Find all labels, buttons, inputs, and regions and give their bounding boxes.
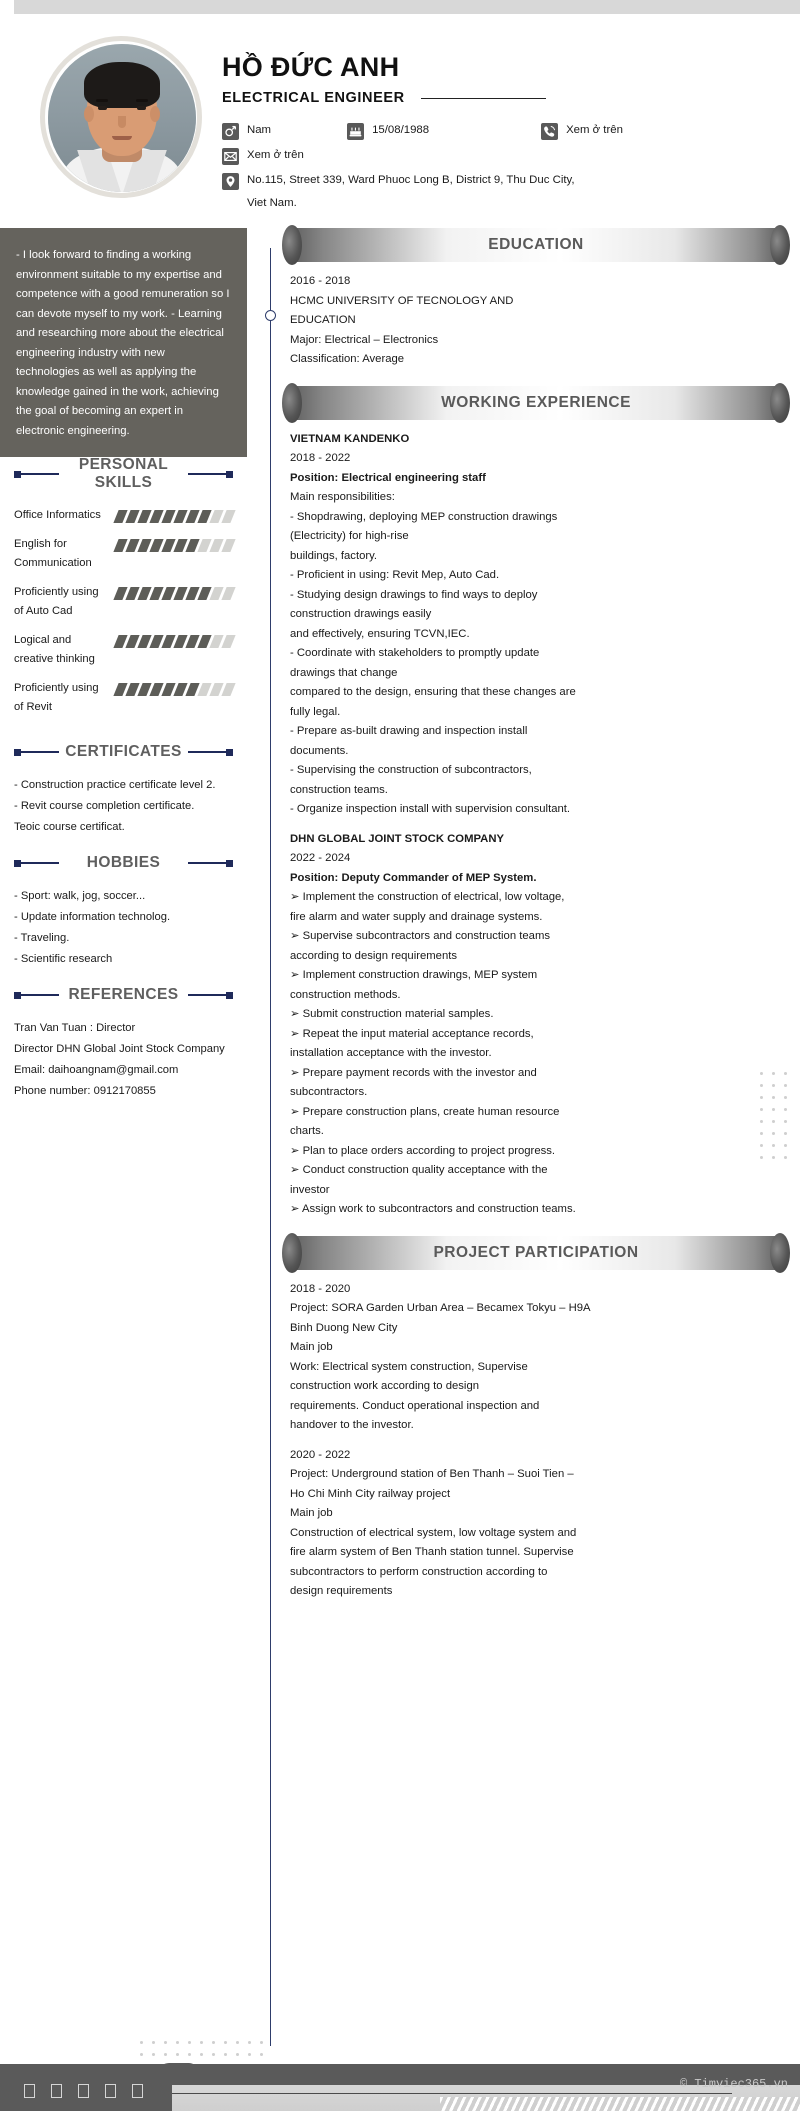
decorative-dots-right: [760, 1072, 796, 1168]
project-line: subcontractors to perform construction according to: [290, 1565, 548, 1578]
decorative-dot: [760, 1120, 763, 1123]
footer-square-icon: [132, 2084, 143, 2098]
section-header-project-participation: [288, 1236, 784, 1270]
experience-line: ➢ Supervise subcontractors and construction teams: [290, 930, 551, 942]
experience-line: (Electricity) for high-rise: [290, 530, 409, 542]
project-line: design requirements: [290, 1585, 393, 1597]
skill-label: Office Informatics: [14, 509, 101, 521]
references-list: [14, 1018, 233, 1102]
reference-item: Director DHN Global Joint Stock Company: [14, 1043, 225, 1055]
skill-bar-empty: [221, 587, 235, 600]
hobby-item: - Update information technolog.: [14, 911, 171, 923]
experience-position: Position: Deputy Commander of MEP System.: [290, 871, 537, 884]
envelope-icon: [222, 148, 239, 165]
top-bar-corner: [0, 0, 14, 14]
page-title: HỒ ĐỨC ANH: [222, 52, 400, 82]
education-body: [288, 272, 784, 386]
project-line: Work: Electrical system construction, Supervise: [290, 1360, 528, 1373]
decorative-dot: [248, 2041, 251, 2044]
decorative-dot: [784, 1084, 787, 1087]
hobby-item: - Scientific research: [14, 953, 113, 965]
experience-line: ➢ Repeat the input material acceptance records,: [290, 1027, 534, 1040]
job-title-row: [222, 90, 782, 106]
decorative-dot: [152, 2041, 155, 2044]
avatar: [40, 36, 202, 198]
footer-credit: © Timviec365.vn: [679, 2077, 788, 2091]
decorative-dot: [760, 1108, 763, 1111]
education-line: Major: Electrical – Electronics: [290, 333, 439, 346]
decorative-dot: [236, 2041, 239, 2044]
section-header-certificates: [14, 727, 233, 761]
section-title-hobbies: HOBBIES: [86, 854, 161, 871]
experience-line: fully legal.: [290, 705, 341, 718]
skills-list: [14, 506, 233, 717]
experience-line: - Proficient in using: Revit Mep, Auto Cad.: [290, 569, 500, 581]
project-period: 2020 - 2022: [290, 1448, 351, 1461]
decorative-dot: [772, 1096, 775, 1099]
contact-phone-value: Xem ở trên: [566, 124, 623, 136]
contact-block: [222, 122, 782, 197]
section-dash-left-icon: [14, 749, 59, 756]
experience-position: Position: Electrical engineering staff: [290, 471, 486, 484]
section-header-references: [14, 970, 233, 1004]
certificate-item: - Construction practice certificate level 2.: [14, 779, 216, 791]
section-title-project-participation: PROJECT PARTICIPATION: [433, 1243, 639, 1261]
section-dash-right-icon: [188, 749, 233, 756]
reference-item: Tran Van Tuan : Director: [14, 1022, 136, 1034]
experience-line: - Shopdrawing, deploying MEP construction drawings: [290, 510, 558, 523]
right-column: [288, 228, 784, 1618]
footer-square-icon: [78, 2084, 89, 2098]
project-line: Main job: [290, 1341, 333, 1353]
cv-footer: [0, 2047, 800, 2111]
experience-line: - Supervising the construction of subcontractors,: [290, 764, 532, 776]
decorative-dot: [772, 1132, 775, 1135]
education-line: EDUCATION: [290, 314, 356, 326]
decorative-dot: [772, 1156, 775, 1159]
skill-row: [14, 535, 233, 573]
skill-rating: [116, 631, 233, 648]
decorative-dot: [760, 1132, 763, 1135]
education-line: 2016 - 2018: [290, 275, 351, 287]
title-divider: [421, 98, 546, 99]
experience-period: 2018 - 2022: [290, 452, 351, 464]
experience-line: - Organize inspection install with supervision consultant.: [290, 803, 571, 815]
contact-row-2: [222, 147, 782, 165]
phone-icon: [541, 123, 558, 140]
cake-icon: [347, 123, 364, 140]
experience-line: ➢ Prepare payment records with the investor and: [290, 1066, 537, 1079]
hobby-item: - Sport: walk, jog, soccer...: [14, 890, 146, 902]
decorative-dot: [772, 1108, 775, 1111]
contact-row-1: [222, 122, 782, 140]
skill-rating: [116, 679, 233, 696]
project-line: construction work according to design: [290, 1380, 480, 1392]
experience-line: drawings that change: [290, 666, 398, 679]
section-header-personal-skills: [14, 440, 233, 492]
experience-line: buildings, factory.: [290, 549, 378, 562]
footer-square-icon: [24, 2084, 35, 2098]
map-pin-icon: [222, 173, 239, 190]
skill-row: [14, 506, 233, 525]
project-line: Project: SORA Garden Urban Area – Becamex Tokyu – H9A: [290, 1302, 591, 1314]
decorative-dot: [784, 1072, 787, 1075]
decorative-dot: [176, 2041, 179, 2044]
certificate-item: - Revit course completion certificate.: [14, 800, 195, 812]
skill-rating: [116, 535, 233, 552]
project-line: Binh Duong New City: [290, 1321, 398, 1334]
decorative-dot: [140, 2041, 143, 2044]
experience-line: subcontractors.: [290, 1086, 368, 1098]
decorative-dot: [784, 1108, 787, 1111]
footer-square-icon: [51, 2084, 62, 2098]
decorative-dot: [784, 1096, 787, 1099]
decorative-dot: [760, 1144, 763, 1147]
experience-line: ➢ Prepare construction plans, create human resource: [290, 1105, 560, 1118]
contact-birthday-value: 15/08/1988: [372, 124, 430, 136]
experience-intro: Main responsibilities:: [290, 491, 395, 503]
top-bar: [0, 0, 800, 14]
experience-line: installation acceptance with the investor.: [290, 1047, 492, 1059]
experience-line: according to design requirements: [290, 949, 458, 962]
project-line: Project: Underground station of Ben Thanh – Suoi Tien –: [290, 1468, 574, 1480]
cv-header: [0, 14, 800, 219]
career-objective-text: - I look forward to finding a working environment suitable to my expertise and competence with a good remuneration so I can devote myself to my work. - Learning and researching more about the electrical engineering industry with new technologies as well as applying the knowledge gained in the work, achieving the goal of becoming an expert in electronic engineering.: [16, 249, 230, 437]
experience-line: ➢ Conduct construction quality acceptance with the: [290, 1164, 548, 1176]
skill-rating: [116, 583, 233, 600]
contact-gender: [222, 122, 271, 140]
section-dash-right-icon: [188, 471, 233, 478]
gender-icon: [222, 123, 239, 140]
hobbies-list: [14, 886, 233, 970]
section-title-working-experience: WORKING EXPERIENCE: [441, 393, 631, 411]
experience-company: DHN GLOBAL JOINT STOCK COMPANY: [290, 832, 505, 845]
experience-line: compared to the design, ensuring that these changes are: [290, 686, 576, 698]
experience-line: ➢ Assign work to subcontractors and construction teams.: [290, 1203, 576, 1215]
project-period: 2018 - 2020: [290, 1282, 351, 1295]
decorative-dot: [784, 1120, 787, 1123]
decorative-dot: [784, 1144, 787, 1147]
skill-rating: [116, 506, 233, 523]
experience-line: construction drawings easily: [290, 608, 432, 620]
section-header-working-experience: [288, 386, 784, 420]
experience-company: VIETNAM KANDENKO: [290, 432, 410, 445]
experience-period: 2022 - 2024: [290, 852, 351, 864]
experience-line: fire alarm and water supply and drainage systems.: [290, 910, 543, 923]
section-dash-left-icon: [14, 860, 59, 867]
decorative-dot: [260, 2041, 263, 2044]
footer-rule: [172, 2093, 732, 2094]
project-line: Main job: [290, 1507, 333, 1519]
experience-line: investor: [290, 1183, 330, 1196]
decorative-dot: [164, 2041, 167, 2044]
decorative-dot: [772, 1120, 775, 1123]
experience-line: charts.: [290, 1125, 324, 1137]
experience-line: and effectively, ensuring TCVN,IEC.: [290, 627, 470, 640]
skill-row: [14, 679, 233, 717]
decorative-dot: [224, 2041, 227, 2044]
education-line: Classification: Average: [290, 353, 405, 365]
decorative-dot: [772, 1144, 775, 1147]
project-line: requirements. Conduct operational inspection and: [290, 1399, 540, 1412]
experience-line: construction methods.: [290, 988, 401, 1001]
contact-address-line2: Viet Nam.: [247, 197, 297, 209]
contact-email-value: Xem ở trên: [247, 149, 304, 161]
skill-row: [14, 631, 233, 669]
reference-item: Phone number: 0912170855: [14, 1085, 156, 1097]
contact-address-value: No.115, Street 339, Ward Phuoc Long B, District 9, Thu Duc City,: [247, 174, 575, 186]
experience-line: - Studying design drawings to find ways to deploy: [290, 588, 538, 601]
project-line: Construction of electrical system, low voltage system and: [290, 1526, 577, 1539]
contact-address: [222, 172, 575, 190]
decorative-dot: [784, 1132, 787, 1135]
skill-bar-empty: [221, 683, 235, 696]
decorative-dot: [760, 1072, 763, 1075]
experience-line: - Coordinate with stakeholders to promptly update: [290, 647, 540, 659]
section-dash-right-icon: [188, 992, 233, 999]
decorative-dot: [760, 1084, 763, 1087]
contact-gender-value: Nam: [247, 124, 272, 136]
working-experience-body: [288, 430, 784, 1236]
skill-label: English for Communication: [14, 538, 92, 569]
skill-bar-empty: [221, 539, 235, 552]
footer-squares: [24, 2084, 143, 2098]
section-dash-left-icon: [14, 471, 59, 478]
section-header-hobbies: [14, 838, 233, 872]
decorative-dot: [760, 1096, 763, 1099]
avatar-image: [48, 44, 196, 192]
footer-square-icon: [105, 2084, 116, 2098]
career-objective: [0, 228, 247, 457]
section-header-education: [288, 228, 784, 262]
decorative-dot: [772, 1084, 775, 1087]
section-title-certificates: CERTIFICATES: [65, 743, 182, 760]
skill-bar-empty: [221, 510, 235, 523]
reference-item: Email: daihoangnam@gmail.com: [14, 1064, 179, 1076]
decorative-dot: [784, 1156, 787, 1159]
education-line: HCMC UNIVERSITY OF TECNOLOGY AND: [290, 294, 514, 307]
experience-line: - Prepare as-built drawing and inspection install: [290, 725, 528, 737]
contact-email: [222, 147, 304, 165]
experience-line: construction teams.: [290, 783, 388, 796]
footer-hatch-pattern: [440, 2097, 800, 2111]
project-line: handover to the investor.: [290, 1419, 414, 1431]
timeline-line: [270, 248, 271, 2046]
certificates-list: [14, 775, 233, 838]
section-title-personal-skills: PERSONAL SKILLS: [78, 456, 169, 491]
contact-row-3: [222, 172, 782, 190]
decorative-dot: [772, 1072, 775, 1075]
section-dash-left-icon: [14, 992, 59, 999]
timeline-dot: [265, 310, 276, 321]
project-line: fire alarm system of Ben Thanh station tunnel. Supervise: [290, 1546, 574, 1558]
experience-line: ➢ Plan to place orders according to project progress.: [290, 1144, 556, 1157]
left-column: [0, 440, 247, 1102]
hobby-item: - Traveling.: [14, 932, 70, 944]
decorative-dot: [212, 2041, 215, 2044]
experience-line: ➢ Implement the construction of electrical, low voltage,: [290, 891, 565, 903]
section-dash-right-icon: [188, 860, 233, 867]
experience-line: ➢ Implement construction drawings, MEP system: [290, 969, 538, 981]
decorative-dot: [188, 2041, 191, 2044]
skill-label: Logical and creative thinking: [14, 634, 95, 665]
decorative-dot: [200, 2041, 203, 2044]
section-title-education: EDUCATION: [488, 236, 584, 253]
project-participation-body: [288, 1280, 784, 1618]
skill-bar-empty: [221, 635, 235, 648]
skill-label: Proficiently using of Auto Cad: [14, 586, 99, 617]
contact-phone: [541, 122, 623, 140]
skill-label: Proficiently using of Revit: [14, 682, 99, 713]
certificate-item: Teoic course certificat.: [14, 821, 125, 833]
project-line: Ho Chi Minh City railway project: [290, 1487, 451, 1500]
experience-line: documents.: [290, 744, 349, 757]
section-title-references: REFERENCES: [68, 986, 179, 1003]
contact-birthday: [347, 122, 429, 140]
decorative-dot: [760, 1156, 763, 1159]
experience-line: ➢ Submit construction material samples.: [290, 1008, 494, 1020]
job-title: ELECTRICAL ENGINEER: [222, 90, 405, 106]
skill-row: [14, 583, 233, 621]
